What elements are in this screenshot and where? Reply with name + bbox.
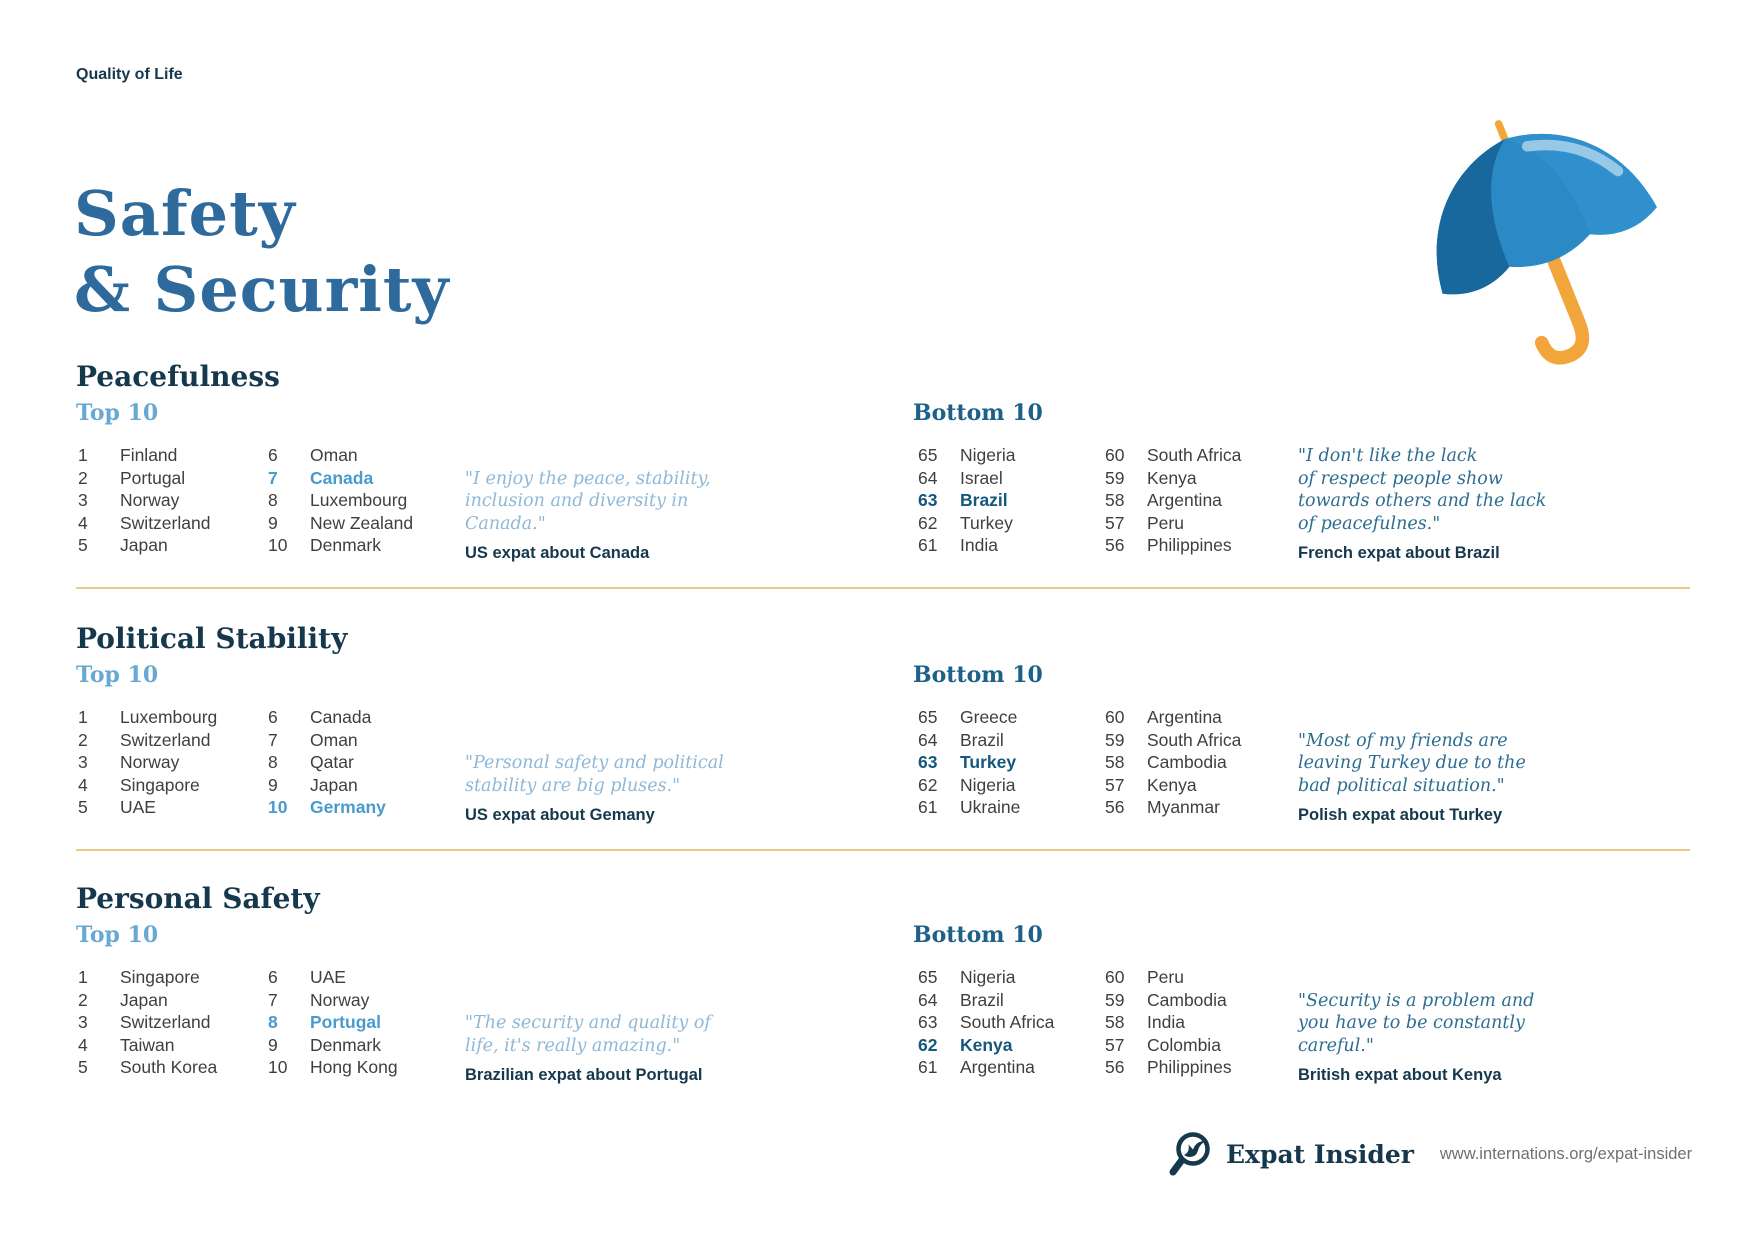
rank-number: 9 bbox=[268, 774, 278, 795]
rank-row bbox=[268, 444, 413, 467]
country-name: Finland bbox=[120, 445, 178, 465]
rank-row bbox=[78, 774, 217, 797]
rank-number: 57 bbox=[1105, 1034, 1125, 1055]
quote-line: towards others and the lack bbox=[1298, 491, 1547, 511]
rank-number: 7 bbox=[268, 467, 278, 488]
country-name: Kenya bbox=[1147, 467, 1197, 488]
rank-number: 56 bbox=[1105, 797, 1125, 817]
top10-label: Top 10 bbox=[76, 662, 159, 688]
country-name: Israel bbox=[960, 467, 1003, 488]
country-name: Switzerland bbox=[120, 729, 211, 750]
page-title-line1: Safety bbox=[74, 177, 296, 250]
rank-number: 59 bbox=[1105, 729, 1125, 750]
rank-number: 60 bbox=[1105, 707, 1125, 727]
top10-column-2 bbox=[268, 706, 386, 819]
country-name: Qatar bbox=[310, 752, 354, 772]
country-name: Greece bbox=[960, 707, 1018, 727]
country-name: Portugal bbox=[310, 1012, 381, 1032]
country-name: Philippines bbox=[1147, 1057, 1232, 1077]
category-eyebrow: Quality of Life bbox=[76, 66, 183, 83]
quote-line: "I don't like the lack bbox=[1298, 446, 1478, 466]
country-name: Switzerland bbox=[120, 1012, 211, 1032]
rank-number: 2 bbox=[78, 729, 88, 750]
country-name: South Africa bbox=[1147, 729, 1242, 750]
rank-row bbox=[918, 729, 1020, 752]
rank-row bbox=[268, 729, 386, 752]
rank-number: 9 bbox=[268, 1034, 278, 1055]
top10-quote-block bbox=[465, 468, 711, 564]
rank-row bbox=[918, 512, 1015, 535]
rank-row bbox=[918, 1056, 1054, 1079]
rank-row bbox=[268, 751, 386, 774]
country-name: Denmark bbox=[310, 1034, 381, 1055]
country-name: Myanmar bbox=[1147, 797, 1220, 817]
country-name: Taiwan bbox=[120, 1034, 175, 1055]
country-name: Brazil bbox=[960, 490, 1008, 510]
rank-number: 10 bbox=[268, 1057, 288, 1077]
bottom10-label: Bottom 10 bbox=[913, 662, 1043, 688]
rank-row bbox=[918, 706, 1020, 729]
quote-line: "Security is a problem and bbox=[1298, 990, 1535, 1011]
country-name: Nigeria bbox=[960, 445, 1016, 465]
rank-row bbox=[78, 751, 217, 774]
rank-number: 5 bbox=[78, 535, 88, 555]
country-name: New Zealand bbox=[310, 512, 414, 533]
footer bbox=[1168, 1130, 1692, 1178]
rank-number: 1 bbox=[78, 445, 88, 465]
rank-row bbox=[268, 774, 386, 797]
rank-number: 10 bbox=[268, 797, 288, 817]
country-name: Hong Kong bbox=[310, 1057, 398, 1077]
rank-row bbox=[78, 1034, 217, 1057]
quote-line: "The security and quality of bbox=[465, 1013, 711, 1033]
rank-row bbox=[1105, 729, 1241, 752]
section-personal-safety bbox=[0, 882, 1754, 1087]
country-name: Cambodia bbox=[1147, 989, 1227, 1010]
rank-number: 2 bbox=[78, 467, 88, 488]
rank-row bbox=[268, 489, 413, 512]
quote-line: stability are big pluses." bbox=[465, 775, 681, 796]
rank-row bbox=[78, 1011, 217, 1034]
rank-number: 4 bbox=[78, 512, 88, 533]
rank-number: 59 bbox=[1105, 467, 1125, 488]
country-name: Oman bbox=[310, 729, 358, 750]
rank-number: 3 bbox=[78, 1012, 88, 1032]
rank-row bbox=[1105, 534, 1241, 557]
quote-line: life, it's really amazing." bbox=[465, 1035, 681, 1056]
rank-number: 8 bbox=[268, 1012, 278, 1032]
country-name: Oman bbox=[310, 445, 358, 465]
quote-attribution: US expat about Gemany bbox=[465, 806, 655, 824]
country-name: South Africa bbox=[1147, 445, 1242, 465]
rank-row bbox=[1105, 989, 1232, 1012]
rank-number: 62 bbox=[918, 774, 938, 795]
rank-row bbox=[78, 489, 210, 512]
quote-line: leaving Turkey due to the bbox=[1298, 753, 1526, 773]
rank-row bbox=[268, 966, 398, 989]
rank-row bbox=[918, 989, 1054, 1012]
rank-number: 56 bbox=[1105, 535, 1125, 555]
rank-number: 63 bbox=[918, 490, 938, 510]
rank-row bbox=[1105, 796, 1241, 819]
rank-number: 6 bbox=[268, 707, 278, 727]
rank-number: 6 bbox=[268, 967, 278, 987]
rank-row bbox=[1105, 444, 1241, 467]
country-name: Ukraine bbox=[960, 797, 1021, 817]
rank-row bbox=[918, 534, 1015, 557]
country-name: Nigeria bbox=[960, 967, 1016, 987]
bottom10-label: Bottom 10 bbox=[913, 400, 1043, 426]
quote-line: "Most of my friends are bbox=[1298, 730, 1508, 751]
rank-number: 63 bbox=[918, 752, 938, 772]
rank-number: 62 bbox=[918, 512, 938, 533]
country-name: Kenya bbox=[960, 1034, 1013, 1055]
bottom10-quote-block bbox=[1298, 445, 1546, 563]
top10-column-1 bbox=[78, 966, 217, 1079]
rank-number: 61 bbox=[918, 535, 938, 555]
country-name: Brazil bbox=[960, 989, 1004, 1010]
rank-row bbox=[78, 729, 217, 752]
rank-number: 2 bbox=[78, 989, 88, 1010]
rank-number: 64 bbox=[918, 989, 938, 1010]
rank-number: 7 bbox=[268, 989, 278, 1010]
section-political-stability bbox=[0, 622, 1754, 827]
rank-row bbox=[78, 1056, 217, 1079]
bottom10-column-2 bbox=[1105, 444, 1241, 557]
page-title-line2: & Security bbox=[74, 253, 450, 326]
bottom10-column-1 bbox=[918, 966, 1054, 1079]
country-name: Norway bbox=[120, 490, 180, 510]
rank-number: 65 bbox=[918, 707, 938, 727]
bottom10-label: Bottom 10 bbox=[913, 922, 1043, 948]
rank-row-highlighted bbox=[268, 467, 413, 490]
country-name: Turkey bbox=[960, 512, 1013, 533]
rank-row bbox=[1105, 966, 1232, 989]
rank-number: 63 bbox=[918, 1012, 938, 1032]
rank-row bbox=[1105, 489, 1241, 512]
quote-attribution: Brazilian expat about Portugal bbox=[465, 1066, 703, 1084]
rank-number: 64 bbox=[918, 467, 938, 488]
rank-number: 1 bbox=[78, 967, 88, 987]
rank-number: 4 bbox=[78, 1034, 88, 1055]
country-name: Philippines bbox=[1147, 535, 1232, 555]
rank-row bbox=[918, 1011, 1054, 1034]
rank-number: 8 bbox=[268, 752, 278, 772]
quote-line: inclusion and diversity in bbox=[465, 491, 689, 511]
rank-number: 58 bbox=[1105, 1012, 1125, 1032]
rank-number: 64 bbox=[918, 729, 938, 750]
country-name: Canada bbox=[310, 467, 374, 488]
rank-row bbox=[1105, 512, 1241, 535]
rank-row bbox=[78, 966, 217, 989]
country-name: Singapore bbox=[120, 967, 200, 987]
rank-number: 65 bbox=[918, 967, 938, 987]
quote-attribution: French expat about Brazil bbox=[1298, 544, 1500, 562]
top10-column-2 bbox=[268, 444, 413, 557]
country-name: South Africa bbox=[960, 1012, 1055, 1032]
rank-row bbox=[268, 706, 386, 729]
rank-row bbox=[78, 534, 210, 557]
rank-row bbox=[78, 467, 210, 490]
country-name: Switzerland bbox=[120, 512, 211, 533]
quote-line: Canada." bbox=[465, 513, 546, 534]
bottom10-column-2 bbox=[1105, 966, 1232, 1079]
quote-line: of peacefulnes." bbox=[1298, 513, 1441, 534]
rank-row bbox=[918, 966, 1054, 989]
rank-number: 58 bbox=[1105, 490, 1125, 510]
country-name: Brazil bbox=[960, 729, 1004, 750]
country-name: Argentina bbox=[960, 1057, 1035, 1077]
rank-row bbox=[78, 512, 210, 535]
country-name: UAE bbox=[120, 797, 156, 817]
country-name: Norway bbox=[120, 752, 180, 772]
section-divider bbox=[76, 849, 1690, 851]
rank-row bbox=[1105, 467, 1241, 490]
rank-number: 60 bbox=[1105, 967, 1125, 987]
rank-row-highlighted bbox=[268, 1011, 398, 1034]
rank-number: 61 bbox=[918, 797, 938, 817]
rank-row bbox=[1105, 1011, 1232, 1034]
country-name: Germany bbox=[310, 797, 386, 817]
quote-line: bad political situation." bbox=[1298, 775, 1505, 796]
brand-name: Expat Insider bbox=[1226, 1139, 1414, 1169]
quote-attribution: US expat about Canada bbox=[465, 544, 650, 562]
country-name: Turkey bbox=[960, 752, 1017, 772]
bottom10-quote-block bbox=[1298, 730, 1526, 826]
section-heading: Personal Safety bbox=[76, 882, 320, 915]
rank-number: 8 bbox=[268, 490, 278, 510]
rank-number: 5 bbox=[78, 797, 88, 817]
country-name: Peru bbox=[1147, 967, 1184, 987]
country-name: Colombia bbox=[1147, 1034, 1221, 1055]
rank-row bbox=[268, 1056, 398, 1079]
magnifier-bird-icon bbox=[1168, 1130, 1214, 1178]
quote-attribution: Polish expat about Turkey bbox=[1298, 806, 1503, 824]
page-title bbox=[74, 176, 450, 328]
rank-row bbox=[268, 534, 413, 557]
quote-line: "I enjoy the peace, stability, bbox=[465, 468, 711, 489]
rank-row bbox=[268, 1034, 398, 1057]
rank-row-highlighted bbox=[918, 1034, 1054, 1057]
top10-quote-block bbox=[465, 752, 724, 825]
top10-column-1 bbox=[78, 706, 217, 819]
country-name: India bbox=[1147, 1012, 1185, 1032]
country-name: Norway bbox=[310, 989, 370, 1010]
rank-row bbox=[78, 989, 217, 1012]
rank-row bbox=[78, 444, 210, 467]
country-name: Argentina bbox=[1147, 490, 1222, 510]
country-name: Peru bbox=[1147, 512, 1184, 533]
bottom10-quote-block bbox=[1298, 990, 1534, 1086]
quote-line: of respect people show bbox=[1298, 468, 1503, 489]
rank-number: 61 bbox=[918, 1057, 938, 1077]
country-name: Japan bbox=[120, 989, 168, 1010]
country-name: Argentina bbox=[1147, 707, 1222, 727]
country-name: Luxembourg bbox=[310, 490, 408, 510]
country-name: Portugal bbox=[120, 467, 186, 488]
rank-row bbox=[268, 512, 413, 535]
rank-number: 6 bbox=[268, 445, 278, 465]
rank-number: 57 bbox=[1105, 774, 1125, 795]
quote-line: careful." bbox=[1298, 1035, 1374, 1056]
country-name: Nigeria bbox=[960, 774, 1016, 795]
rank-number: 59 bbox=[1105, 989, 1125, 1010]
footer-url: www.internations.org/expat-insider bbox=[1439, 1144, 1693, 1163]
rank-number: 65 bbox=[918, 445, 938, 465]
rank-number: 5 bbox=[78, 1057, 88, 1077]
top10-label: Top 10 bbox=[76, 400, 159, 426]
rank-number: 57 bbox=[1105, 512, 1125, 533]
quote-attribution: British expat about Kenya bbox=[1298, 1066, 1502, 1084]
country-name: South Korea bbox=[120, 1057, 218, 1077]
rank-number: 1 bbox=[78, 707, 88, 727]
rank-number: 3 bbox=[78, 490, 88, 510]
rank-row bbox=[918, 774, 1020, 797]
rank-row-highlighted bbox=[918, 489, 1015, 512]
top10-column-2 bbox=[268, 966, 398, 1079]
top10-quote-block bbox=[465, 1012, 711, 1085]
rank-number: 56 bbox=[1105, 1057, 1125, 1077]
country-name: UAE bbox=[310, 967, 346, 987]
rank-row bbox=[918, 444, 1015, 467]
section-peacefulness bbox=[0, 360, 1754, 565]
rank-number: 4 bbox=[78, 774, 88, 795]
top10-label: Top 10 bbox=[76, 922, 159, 948]
country-name: Japan bbox=[310, 774, 358, 795]
rank-row bbox=[78, 706, 217, 729]
rank-row bbox=[268, 989, 398, 1012]
rank-number: 58 bbox=[1105, 752, 1125, 772]
rank-row bbox=[78, 796, 217, 819]
quote-line: "Personal safety and political bbox=[465, 753, 724, 773]
rank-number: 3 bbox=[78, 752, 88, 772]
rank-row bbox=[1105, 774, 1241, 797]
country-name: Singapore bbox=[120, 774, 200, 795]
bottom10-column-1 bbox=[918, 706, 1020, 819]
country-name: Luxembourg bbox=[120, 707, 218, 727]
rank-row bbox=[1105, 1056, 1232, 1079]
bottom10-column-1 bbox=[918, 444, 1015, 557]
rank-row bbox=[1105, 706, 1241, 729]
quote-line: you have to be constantly bbox=[1298, 1013, 1525, 1033]
rank-row bbox=[918, 796, 1020, 819]
section-heading: Political Stability bbox=[76, 622, 348, 655]
country-name: Canada bbox=[310, 707, 372, 727]
top10-column-1 bbox=[78, 444, 210, 557]
rank-row-highlighted bbox=[918, 751, 1020, 774]
rank-number: 10 bbox=[268, 535, 288, 555]
rank-number: 62 bbox=[918, 1034, 938, 1055]
country-name: Denmark bbox=[310, 535, 381, 555]
rank-row bbox=[1105, 751, 1241, 774]
rank-number: 60 bbox=[1105, 445, 1125, 465]
rank-number: 7 bbox=[268, 729, 278, 750]
rank-row bbox=[918, 467, 1015, 490]
rank-number: 9 bbox=[268, 512, 278, 533]
section-heading: Peacefulness bbox=[76, 360, 280, 393]
country-name: Cambodia bbox=[1147, 752, 1227, 772]
rank-row bbox=[1105, 1034, 1232, 1057]
country-name: India bbox=[960, 535, 998, 555]
country-name: Kenya bbox=[1147, 774, 1197, 795]
rank-row-highlighted bbox=[268, 796, 386, 819]
bottom10-column-2 bbox=[1105, 706, 1241, 819]
country-name: Japan bbox=[120, 535, 168, 555]
section-divider bbox=[76, 587, 1690, 589]
